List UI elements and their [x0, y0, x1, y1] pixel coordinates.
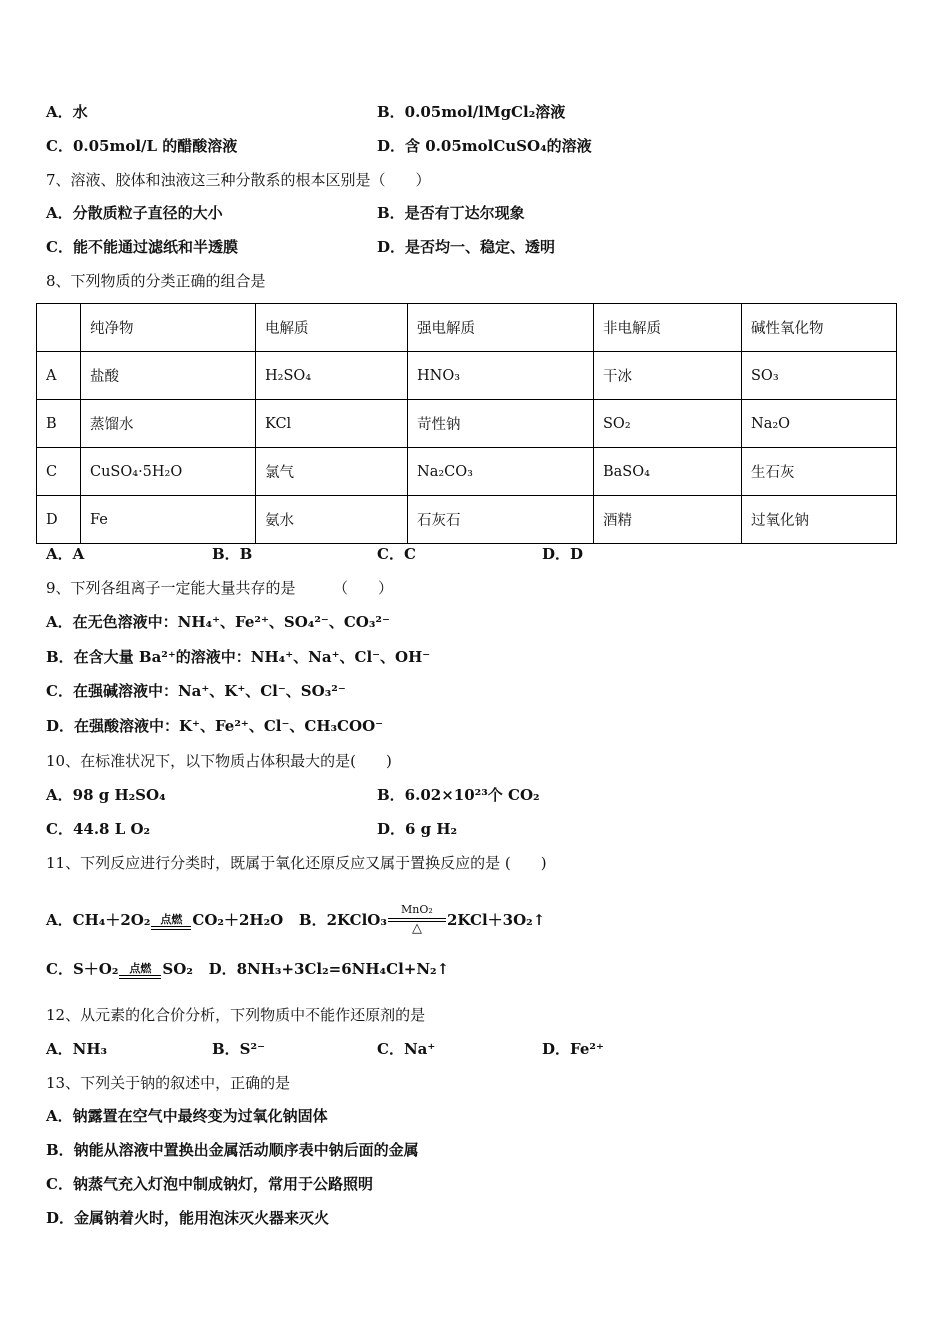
q11-b-reactants: B．2KClO₃	[298, 911, 387, 929]
q13-option-c: C．钠蒸气充入灯泡中制成钠灯，常用于公路照明	[46, 1175, 373, 1193]
table-row	[37, 496, 897, 544]
table-header-cell: 电解质	[256, 304, 408, 352]
q11-c-reactants: C．S＋O₂	[46, 960, 119, 978]
reaction-condition-arrow	[151, 914, 191, 930]
q8-option-b: B．B	[212, 545, 253, 563]
table-cell: 氨水	[256, 496, 408, 544]
q6-option-d: D．含 0.05molCuSO₄的溶液	[377, 137, 592, 155]
table-cell: KCl	[256, 400, 408, 448]
q10-option-b: B．6.02×10²³个 CO₂	[377, 786, 540, 804]
heat-symbol: △	[411, 921, 422, 936]
q6-option-b: B．0.05mol/lMgCl₂溶液	[377, 103, 566, 121]
table-header-cell: 纯净物	[81, 304, 256, 352]
q8-option-a: A．A	[46, 545, 85, 563]
table-cell: 苛性钠	[408, 400, 594, 448]
table-cell: A	[37, 352, 81, 400]
q13-stem: 13、下列关于钠的叙述中，正确的是	[46, 1074, 291, 1092]
table-cell: BaSO₄	[594, 448, 742, 496]
table-cell: 蒸馏水	[81, 400, 256, 448]
table-header-row	[37, 304, 897, 352]
q10-option-d: D．6 g H₂	[377, 820, 458, 838]
q9-option-d: D．在强酸溶液中：K⁺、Fe²⁺、Cl⁻、CH₃COO⁻	[46, 717, 384, 735]
q11-options-cd	[46, 959, 449, 979]
table-cell: Na₂O	[742, 400, 897, 448]
table-cell: 酒精	[594, 496, 742, 544]
table-cell: Fe	[81, 496, 256, 544]
table-cell: SO₃	[742, 352, 897, 400]
q6-option-c: C．0.05mol/L 的醋酸溶液	[46, 137, 238, 155]
table-row	[37, 448, 897, 496]
table-cell: HNO₃	[408, 352, 594, 400]
condition-label: 点燃	[160, 913, 183, 926]
catalyst-label: MnO₂	[401, 903, 433, 916]
table-cell: B	[37, 400, 81, 448]
table-header-cell: 碱性氧化物	[742, 304, 897, 352]
table-cell: 过氧化钠	[742, 496, 897, 544]
q7-option-b: B．是否有丁达尔现象	[377, 204, 525, 222]
table-cell: D	[37, 496, 81, 544]
table-cell: 氯气	[256, 448, 408, 496]
table-header-cell	[37, 304, 81, 352]
classification-table	[36, 303, 897, 544]
q12-stem: 12、从元素的化合价分析，下列物质中不能作还原剂的是	[46, 1006, 426, 1024]
q8-option-c: C．C	[377, 545, 416, 563]
q12-option-b: B．S²⁻	[212, 1040, 265, 1058]
table-cell: CuSO₄·5H₂O	[81, 448, 256, 496]
q11-stem: 11、下列反应进行分类时，既属于氧化还原反应又属于置换反应的是 ( )	[46, 854, 547, 872]
q9-option-c: C．在强碱溶液中：Na⁺、K⁺、Cl⁻、SO₃²⁻	[46, 682, 346, 700]
q7-option-c: C．能不能通过滤纸和半透膜	[46, 238, 238, 256]
q9-stem: 9、下列各组离子一定能大量共存的是 （ ）	[46, 579, 394, 597]
q11-c-products: SO₂	[162, 960, 193, 978]
q11-d-equation: D．8NH₃+3Cl₂=6NH₄Cl+N₂↑	[208, 960, 450, 978]
q12-option-a: A．NH₃	[46, 1040, 108, 1058]
reaction-condition-arrow	[119, 963, 161, 979]
table-cell: SO₂	[594, 400, 742, 448]
q7-option-a: A．分散质粒子直径的大小	[46, 204, 223, 222]
q13-option-b: B．钠能从溶液中置换出金属活动顺序表中钠后面的金属	[46, 1141, 419, 1159]
q11-a-products: CO₂＋2H₂O	[192, 911, 284, 929]
table-cell: H₂SO₄	[256, 352, 408, 400]
table-row	[37, 352, 897, 400]
q11-b-products: 2KCl＋3O₂↑	[446, 911, 546, 929]
q10-option-a: A．98 g H₂SO₄	[46, 786, 166, 804]
table-cell: C	[37, 448, 81, 496]
q12-option-c: C．Na⁺	[377, 1040, 436, 1058]
q10-option-c: C．44.8 L O₂	[46, 820, 151, 838]
q11-options-ab	[46, 900, 546, 936]
q6-option-a: A．水	[46, 103, 88, 121]
q9-option-a: A．在无色溶液中：NH₄⁺、Fe²⁺、SO₄²⁻、CO₃²⁻	[46, 613, 390, 631]
q7-option-d: D．是否均一、稳定、透明	[377, 238, 556, 256]
table-header-cell: 非电解质	[594, 304, 742, 352]
q9-option-b: B．在含大量 Ba²⁺的溶液中：NH₄⁺、Na⁺、Cl⁻、OH⁻	[46, 648, 431, 666]
q13-option-a: A．钠露置在空气中最终变为过氧化钠固体	[46, 1107, 328, 1125]
q10-stem: 10、在标准状况下，以下物质占体积最大的是( )	[46, 752, 392, 770]
table-cell: 石灰石	[408, 496, 594, 544]
table-row	[37, 400, 897, 448]
reaction-condition-arrow	[388, 903, 446, 936]
condition-label: 点燃	[129, 962, 152, 975]
q11-a-reactants: A．CH₄＋2O₂	[46, 911, 151, 929]
q12-option-d: D．Fe²⁺	[542, 1040, 604, 1058]
table-cell: 盐酸	[81, 352, 256, 400]
q8-option-d: D．D	[542, 545, 584, 563]
q7-stem: 7、溶液、胶体和浊液这三种分散系的根本区别是（ ）	[46, 171, 431, 189]
q8-stem: 8、下列物质的分类正确的组合是	[46, 272, 266, 290]
table-cell: 干冰	[594, 352, 742, 400]
table-cell: 生石灰	[742, 448, 897, 496]
table-header-cell: 强电解质	[408, 304, 594, 352]
table-cell: Na₂CO₃	[408, 448, 594, 496]
q13-option-d: D．金属钠着火时，能用泡沫灭火器来灭火	[46, 1209, 330, 1227]
